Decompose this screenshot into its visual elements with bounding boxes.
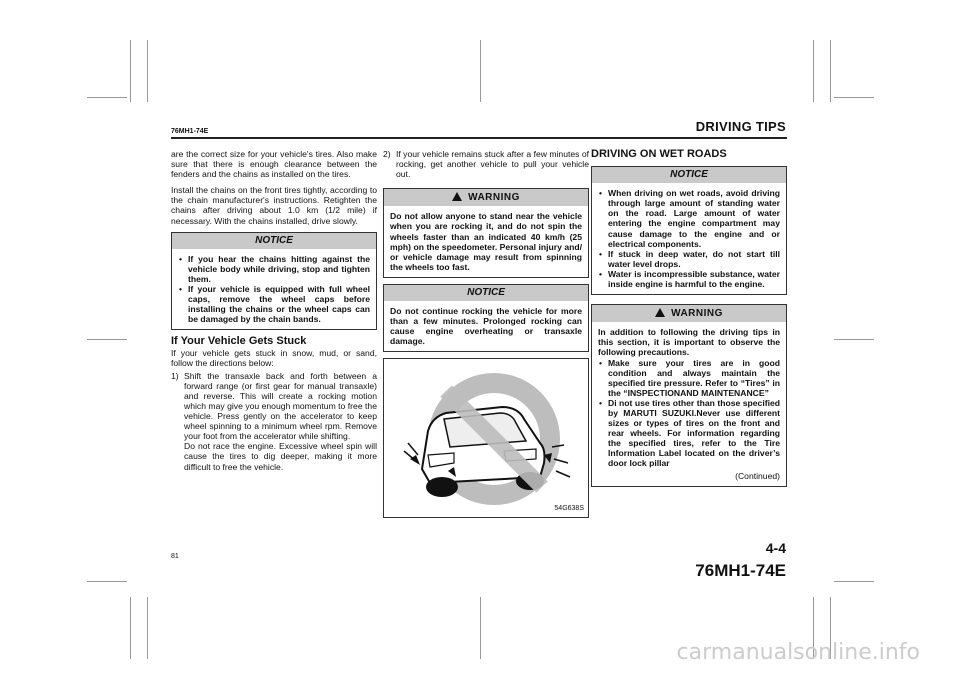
crop-mark <box>813 40 814 102</box>
crop-mark <box>147 597 148 659</box>
step-number: 2) <box>383 149 391 159</box>
step-text: Do not race the engine. Excessive wheel spin will cause the tires to dig deeper, making it more difficult to free the vehicle. <box>184 441 377 472</box>
warning-body: Do not allow anyone to stand near the vehicle when you are rocking it, and do not spin the wheels faster than an indicated 40 km/h (25 mph) on the speedometer. Personal injury and/ or vehicle damage may result from spinning the wheels too fast. <box>390 211 582 272</box>
warning-header <box>384 189 588 206</box>
paragraph: are the correct size for your vehicle's tires. Also make sure that there is enough clearance between the fenders and the chains as installed on the tires. <box>171 149 377 180</box>
crop-mark <box>834 581 874 582</box>
crop-mark <box>87 581 127 582</box>
crop-mark <box>480 597 481 659</box>
notice-item: • When driving on wet roads, avoid driving through large amount of standing water on the road. Large amount of water entering the engine compartment may cause damage to the engine and or electrical components. <box>598 188 780 249</box>
step-number: 1) <box>171 370 179 381</box>
section-number: 4-4 <box>765 540 786 556</box>
watermark: carmanualsonline.info <box>676 640 920 665</box>
warning-triangle-icon <box>452 192 462 201</box>
crop-mark <box>147 40 148 102</box>
figure-caption: 54G638S <box>554 505 584 513</box>
section-heading: DRIVING ON WET ROADS <box>591 148 727 160</box>
car-prohibited-illustration <box>384 359 588 515</box>
paragraph: Install the chains on the front tires tightly, according to the chain manufacturer's instructions. Retighten the chains after driving about 1.0 km (1/2 mile) if necessary. With the chains installed, drive slowly. <box>171 185 377 226</box>
warning-triangle-icon <box>655 308 665 317</box>
notice-item: • If stuck in deep water, do not start till water level drops. <box>598 249 780 269</box>
warning-intro: In addition to following the driving tips in this section, it is important to observe the following precautions. <box>598 327 780 358</box>
notice-item: • Water is incompressible substance, water inside engine is harmful to the engine. <box>598 269 780 289</box>
warning-header <box>592 305 786 322</box>
notice-title: NOTICE <box>172 233 376 249</box>
figure-stuck-car <box>383 358 589 518</box>
crop-mark <box>830 40 831 102</box>
warning-item: • Di not use tires other than those specified by MARUTI SUZUKI.Never use different sizes or types of tires on the front and rear wheels. For information regarding the specified tires, refer to the Tire Information Label located on the driver’s door lock pillar <box>598 398 780 469</box>
step-text: Shift the transaxle back and forth between a forward range (or first gear for manual transaxle) and reverse. This will create a rocking motion which may give you enough momentum to free the vehicle. Press gently on the accelerator to keep wheel spinning to a minimum wheel rpm. Remove your foot from the accelerator while shifting. <box>184 370 377 442</box>
crop-mark <box>834 339 874 340</box>
model-code: 76MH1-74E <box>695 561 786 580</box>
step-text: If your vehicle remains stuck after a few minutes of rocking, get another vehicle to pull your vehicle out. <box>396 149 589 180</box>
warning-item: • Make sure your tires are in good condition and always maintain the specified tire pressure. Refer to “Tires” in the “INSPECTIONAND MAINTENANCE” <box>598 358 780 398</box>
notice-title: NOTICE <box>592 167 786 183</box>
notice-box <box>383 284 589 352</box>
step-item <box>171 371 377 472</box>
page-number: 81 <box>171 553 179 560</box>
crop-mark <box>130 40 131 102</box>
notice-item: • If your vehicle is equipped with full wheel caps, remove the wheel caps before installing the chains or the wheel caps can be damaged by the chain bands. <box>178 284 370 324</box>
crop-mark <box>480 40 481 102</box>
warning-title: WARNING <box>468 192 520 204</box>
document-code: 76MH1-74E <box>171 128 209 135</box>
paragraph: If your vehicle gets stuck in snow, mud, or sand, follow the directions below: <box>171 347 377 368</box>
notice-item: • If you hear the chains hitting against the vehicle body while driving, stop and tighten them. <box>178 254 370 284</box>
notice-title: NOTICE <box>384 285 588 301</box>
crop-mark <box>87 339 127 340</box>
notice-box <box>591 166 787 295</box>
notice-box <box>171 232 377 331</box>
column-left <box>171 149 377 472</box>
page-title: DRIVING TIPS <box>695 119 786 134</box>
crop-mark <box>87 97 127 98</box>
warning-box <box>591 304 787 487</box>
column-middle <box>383 149 589 518</box>
crop-mark <box>130 597 131 659</box>
warning-box <box>383 188 589 278</box>
warning-title: WARNING <box>671 308 723 320</box>
continued-label: (Continued) <box>735 470 780 481</box>
notice-body: Do not continue rocking the vehicle for more than a few minutes. Prolonged rocking can cause engine overheating or transaxle damage. <box>390 306 582 347</box>
subheading: If Your Vehicle Gets Stuck <box>171 335 307 348</box>
column-right <box>591 149 787 493</box>
header-rule <box>171 137 787 139</box>
crop-mark <box>834 97 874 98</box>
step-item <box>383 149 589 179</box>
